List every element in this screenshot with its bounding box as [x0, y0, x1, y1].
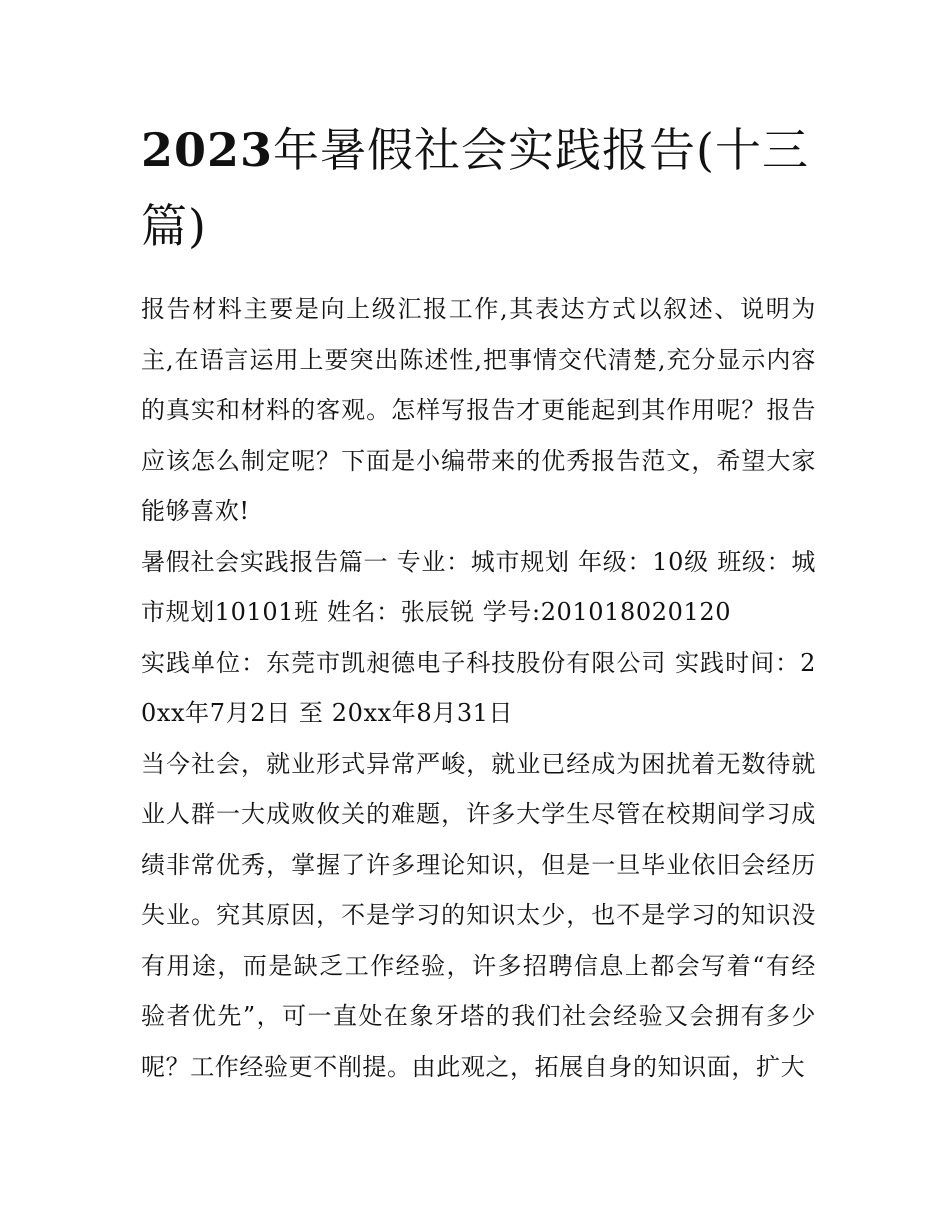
- document-page: [141, 112, 816, 1092]
- title-text: 年暑假社会实践报告(十三篇): [141, 123, 809, 253]
- title-year: 2023: [141, 123, 274, 177]
- body-paragraph: 当今社会，就业形式异常严峻，就业已经成为困扰着无数待就业人群一大成败攸关的难题，许多大学生尽管在校期间学习成绩非常优秀，掌握了许多理论知识，但是一旦毕业依旧会经历失业。究其原因，不是学习的知识太少，也不是学习的知识没有用途，而是缺乏工作经验，许多招聘信息上都会写着“有经验者优先”，可一直处在象牙塔的我们社会经验又会拥有多少呢？工作经验更不削提。由此观之，拓展自身的知识面，扩大: [141, 749, 816, 1081]
- student-info-paragraph: 暑假社会实践报告篇一 专业：城市规划 年级：10级 班级：城市规划10101班 姓名：张辰锐 学号:201018020120: [141, 547, 816, 626]
- intro-paragraph: 报告材料主要是向上级汇报工作,其表达方式以叙述、说明为主,在语言运用上要突出陈述性,把事情交代清楚,充分显示内容的真实和材料的客观。怎样写报告才更能起到其作用呢？报告应该怎么制定呢？下面是小编带来的优秀报告范文，希望大家能够喜欢!: [141, 295, 816, 525]
- document-body: [141, 284, 816, 1092]
- practice-info-paragraph: 实践单位：东莞市凯昶德电子科技股份有限公司 实践时间：20xx年7月2日 至 20xx年8月31日: [141, 648, 816, 727]
- document-title: [141, 112, 816, 264]
